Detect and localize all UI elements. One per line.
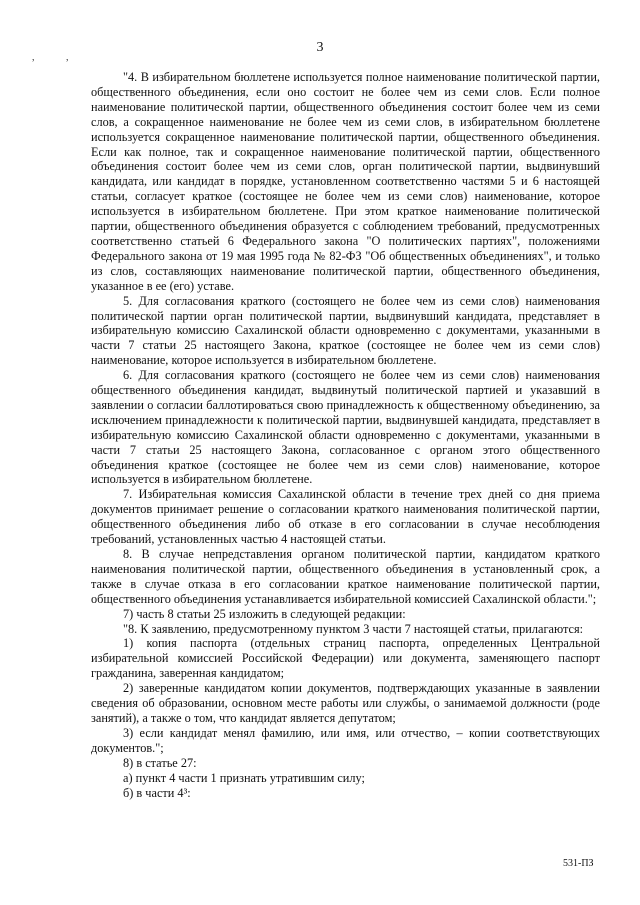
paragraph: 5. Для согласования краткого (состоящего не более чем из семи слов) наименования политической партии орган политической партии, выдвинувший кандидата, представляет в избирательную комиссию Сахалинской области одновременно с документами, указанными в части 7 статьи 25 настоящего Закона, краткое (состоящее не более чем из семи слов) наименование, которое используется в избирательном бюллетене. xyxy=(91,293,600,368)
paragraph: 8) в статье 27: xyxy=(123,755,197,770)
margin-mark: , xyxy=(66,52,69,63)
paragraph: б) в части 4³: xyxy=(123,785,191,800)
paragraph: "4. В избирательном бюллетене используется полное наименование политической партии, общественного объединения, если оно состоит не более чем из семи слов. Если полное наименование политической партии, общественного объединения состоит более чем из семи слов, а сокращенное наименование не более чем из семи слов, в избирательном бюллетене используется сокращенное наименование политической партии, общественного объединения. Если как полное, так и сокращенное наименование политической партии, общественного объединения состоит более чем из семи слов, орган политической партии, выдвинувший кандидата, или кандидат в порядке, установленном соответственно частями 5 и 6 настоящей статьи, согласует краткое (состоящее не более чем из семи слов) наименование, которое используется в избирательном бюллетене. При этом краткое наименование политической партии, общественного объединения образуется с соблюдением требований, предусмотренных соответственно статьей 6 Федерального закона "О политических партиях", положениями Федерального закона от 19 мая 1995 года № 82-ФЗ "Об общественных объединениях", и только из слов, составляющих наименование политической партии, общественного объединения, указанное в ее (его) уставе. xyxy=(91,70,600,293)
document-body xyxy=(91,70,600,800)
paragraph: а) пункт 4 части 1 признать утратившим силу; xyxy=(123,770,365,785)
paragraph: 3) если кандидат менял фамилию, или имя, или отчество, – копии соответствующих документов."; xyxy=(91,725,600,755)
paragraph: 2) заверенные кандидатом копии документов, подтверждающих указанные в заявлении сведения об образовании, основном месте работы или службы, о занимаемой должности (роде занятий), а также о том, что кандидат является депутатом; xyxy=(91,681,600,725)
document-code: 531-ПЗ xyxy=(563,858,594,869)
paragraph: 7) часть 8 статьи 25 изложить в следующей редакции: xyxy=(123,606,406,621)
paragraph: 6. Для согласования краткого (состоящего не более чем из семи слов) наименования общественного объединения кандидат, выдвинутый политической партией и указавший в заявлении о согласии баллотироваться свою принадлежность к общественному объединению, за исключением принадлежности к политической партии, выдвинувшей кандидата, представляет в избирательную комиссию Сахалинской области одновременно с документами, указанными в части 7 статьи 25 настоящего Закона, согласованное с органом этого общественного объединения краткое (состоящее не более чем из семи слов) наименование, которое используется в избирательном бюллетене. xyxy=(91,368,600,487)
paragraph: 8. В случае непредставления органом политической партии, кандидатом краткого наименования политической партии, общественного объединения в установленный срок, а также в случае отказа в его согласовании краткое наименование политической партии, общественного объединения устанавливается избирательной комиссией Сахалинской области."; xyxy=(91,547,600,606)
paragraph: 1) копия паспорта (отдельных страниц паспорта, определенных Центральной избирательной комиссией Российской Федерации) или документа, заменяющего паспорт гражданина, заверенная кандидатом; xyxy=(91,636,600,681)
paragraph: 7. Избирательная комиссия Сахалинской области в течение трех дней со дня приема документов принимает решение о согласовании краткого наименования политической партии, общественного объединения либо об отказе в его согласовании в случае несоблюдения требований, установленных частью 4 настоящей статьи. xyxy=(91,487,600,547)
paragraph: "8. К заявлению, предусмотренному пунктом 3 части 7 настоящей статьи, прилагаются: xyxy=(123,621,584,636)
margin-mark: , xyxy=(32,52,35,63)
page-number: 3 xyxy=(316,40,324,55)
